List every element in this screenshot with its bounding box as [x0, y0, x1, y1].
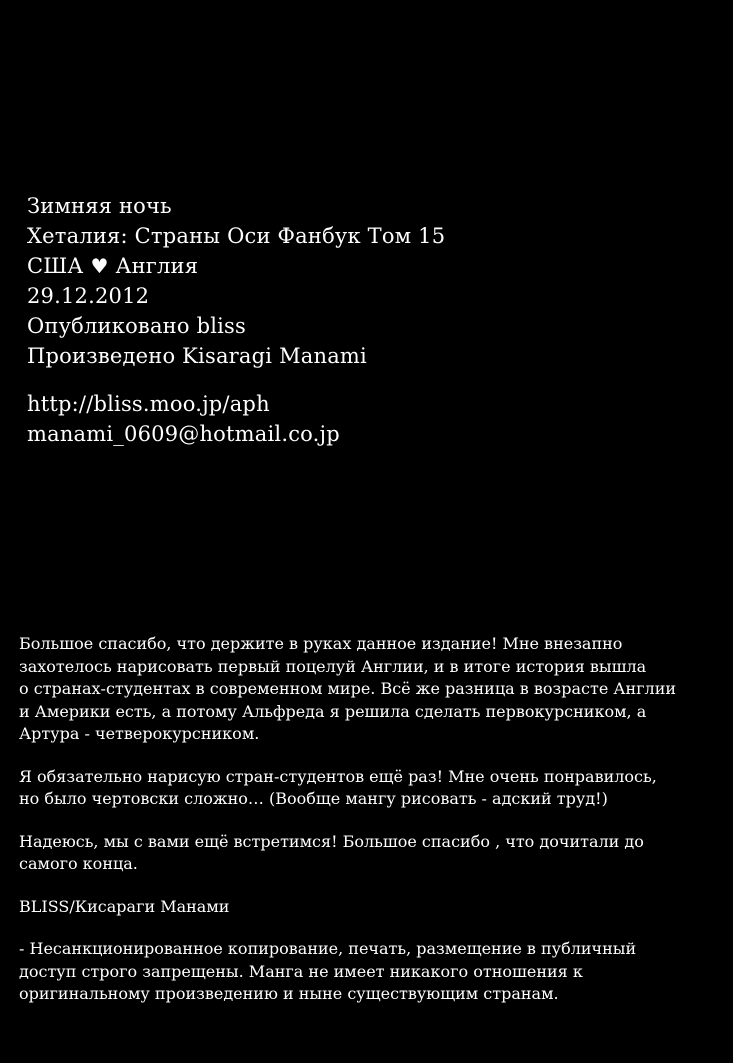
- work-title: Зимняя ночь: [27, 194, 172, 218]
- publication-date: 29.12.2012: [27, 284, 150, 308]
- text-line: Я обязательно нарисую стран-студентов ещё раз! Мне очень понравилось,: [19, 766, 657, 786]
- spacer: [27, 371, 717, 389]
- afterword-paragraph-1: [19, 633, 724, 746]
- text-line: и Америки есть, а потому Альфреда я решила сделать первокурсником, а: [19, 701, 647, 721]
- afterword-block: [19, 633, 724, 1006]
- spacer: [19, 746, 724, 766]
- spacer: [19, 876, 724, 896]
- afterword-paragraph-2: [19, 766, 724, 811]
- text-line: доступ строго запрещены. Манга не имеет никакого отношения к: [19, 961, 583, 981]
- series-title: Хеталия: Страны Оси Фанбук Том 15: [27, 224, 446, 248]
- publisher-line: Опубликовано bliss: [27, 314, 247, 338]
- text-line: но было чертовски сложно… (Вообще мангу рисовать - адский труд!): [19, 789, 608, 808]
- text-line: захотелось нарисовать первый поцелуй Англии, и в итоге история вышла: [19, 656, 647, 676]
- website-url: http://bliss.moo.jp/aph: [27, 392, 270, 416]
- text-line: - Несанкционированное копирование, печать, размещение в публичный: [19, 939, 637, 958]
- text-line: Артура - четверокурсником.: [19, 724, 260, 743]
- producer-line: Произведено Kisaragi Manami: [27, 344, 367, 368]
- author-signature: BLISS/Кисараги Манами: [19, 896, 230, 916]
- pairing-left: США: [27, 254, 84, 278]
- text-line: Надеюсь, мы с вами ещё встретимся! Большое спасибо , что дочитали до: [19, 831, 644, 851]
- email-address: manami_0609@hotmail.co.jp: [27, 422, 340, 446]
- afterword-paragraph-3: [19, 831, 724, 876]
- colophon-block: [27, 191, 717, 449]
- spacer: [19, 811, 724, 831]
- disclaimer: [19, 938, 724, 1006]
- text-line: Большое спасибо, что держите в руках данное издание! Мне внезапно: [19, 634, 623, 653]
- pairing-right: Англия: [115, 254, 199, 278]
- pairing: [27, 251, 717, 281]
- spacer: [19, 918, 724, 938]
- text-line: о странах-студентах в современном мире. Всё же разница в возрасте Англии: [19, 679, 677, 698]
- text-line: самого конца.: [19, 854, 138, 873]
- heart-icon: ♥: [90, 254, 109, 278]
- text-line: оригинальному произведению и ныне существующим странам.: [19, 984, 559, 1003]
